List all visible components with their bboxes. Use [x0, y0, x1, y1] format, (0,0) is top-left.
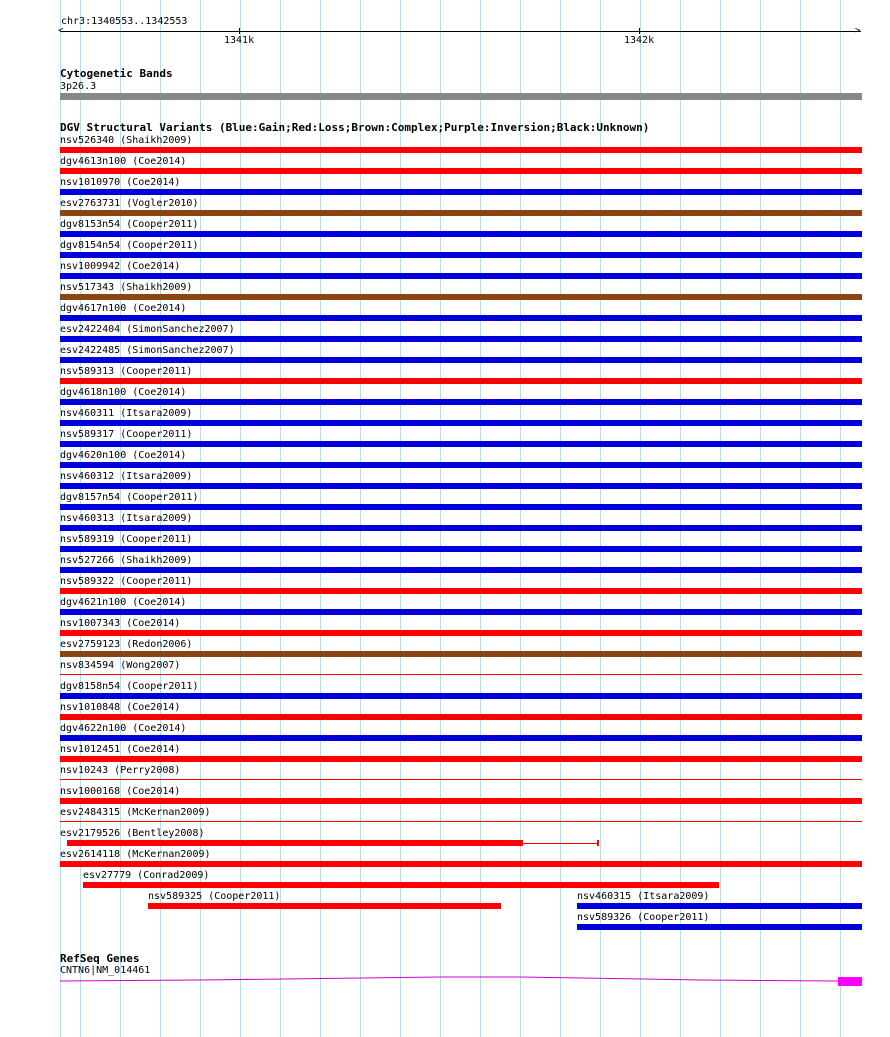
sv-gain-bar[interactable] [60, 231, 862, 237]
sv-label: nsv460311 (Itsara2009) [60, 408, 193, 419]
sv-gain-bar[interactable] [60, 399, 862, 405]
sv-label: nsv460313 (Itsara2009) [60, 513, 193, 524]
sv-label: dgv4621n100 (Coe2014) [60, 597, 187, 608]
sv-loss-bar[interactable] [83, 882, 719, 888]
sv-connector-line [523, 843, 598, 844]
sv-gain-bar[interactable] [60, 504, 862, 510]
sv-loss-bar[interactable] [60, 588, 862, 594]
ruler-axis [60, 31, 861, 32]
grid-line [840, 0, 841, 1037]
sv-label: dgv4617n100 (Coe2014) [60, 303, 187, 314]
ruler-right-arrow-icon: > [855, 26, 861, 36]
sv-loss-bar[interactable] [60, 756, 862, 762]
sv-gain-bar[interactable] [60, 273, 862, 279]
sv-label: nsv10243 (Perry2008) [60, 765, 181, 776]
sv-loss-bar[interactable] [597, 840, 599, 846]
sv-gain-bar[interactable] [60, 735, 862, 741]
sv-gain-bar[interactable] [577, 903, 862, 909]
sv-gain-bar[interactable] [60, 315, 862, 321]
sv-loss-bar[interactable] [148, 903, 501, 909]
sv-gain-bar[interactable] [60, 441, 862, 447]
sv-label: esv2422485 (SimonSanchez2007) [60, 345, 235, 356]
sv-label: nsv517343 (Shaikh2009) [60, 282, 193, 293]
sv-gain-bar[interactable] [60, 609, 862, 615]
sv-loss-bar[interactable] [60, 861, 862, 867]
sv-label: esv2484315 (McKernan2009) [60, 807, 211, 818]
sv-label: nsv1009942 (Coe2014) [60, 261, 181, 272]
sv-complex-bar[interactable] [60, 294, 862, 300]
sv-gain-bar[interactable] [60, 567, 862, 573]
sv-label: nsv460315 (Itsara2009) [577, 891, 710, 902]
sv-gain-bar[interactable] [60, 252, 862, 258]
sv-label: nsv1012451 (Coe2014) [60, 744, 181, 755]
cytoband-track-title[interactable]: Cytogenetic Bands [60, 67, 173, 80]
gene-model[interactable] [0, 970, 890, 990]
sv-label: dgv8153n54 (Cooper2011) [60, 219, 199, 230]
sv-label: dgv4613n100 (Coe2014) [60, 156, 187, 167]
grid-line [720, 0, 721, 1037]
gene-intron-line [60, 977, 838, 981]
sv-loss-bar[interactable] [60, 378, 862, 384]
sv-label: nsv1000168 (Coe2014) [60, 786, 181, 797]
sv-label: esv2763731 (Vogler2010) [60, 198, 199, 209]
sv-label: esv2422404 (SimonSanchez2007) [60, 324, 235, 335]
grid-line [800, 0, 801, 1037]
sv-label: dgv8157n54 (Cooper2011) [60, 492, 199, 503]
grid-line [760, 0, 761, 1037]
sv-gain-bar[interactable] [60, 483, 862, 489]
gene-exon [838, 977, 862, 986]
ruler-tick-label-1342k: 1342k [624, 35, 655, 46]
sv-label: esv2179526 (Bentley2008) [60, 828, 205, 839]
sv-label: nsv589326 (Cooper2011) [577, 912, 710, 923]
sv-loss-bar[interactable] [60, 147, 862, 153]
sv-gain-bar[interactable] [60, 525, 862, 531]
cytoband-label: 3p26.3 [60, 81, 97, 92]
sv-label: dgv8154n54 (Cooper2011) [60, 240, 199, 251]
dgv-track-title[interactable]: DGV Structural Variants (Blue:Gain;Red:Loss;Brown:Complex;Purple:Inversion;Black:Unknown) [60, 121, 650, 134]
sv-loss-bar[interactable] [60, 630, 862, 636]
sv-label: nsv460312 (Itsara2009) [60, 471, 193, 482]
sv-gain-bar[interactable] [60, 336, 862, 342]
sv-loss-bar[interactable] [60, 714, 862, 720]
sv-loss-bar[interactable] [60, 674, 862, 675]
sv-complex-bar[interactable] [60, 210, 862, 216]
sv-gain-bar[interactable] [577, 924, 862, 930]
sv-label: dgv4618n100 (Coe2014) [60, 387, 187, 398]
ruler-tick [639, 28, 640, 34]
sv-label: nsv589319 (Cooper2011) [60, 534, 193, 545]
sv-label: nsv526340 (Shaikh2009) [60, 135, 193, 146]
refseq-track-title[interactable]: RefSeq Genes [60, 952, 140, 965]
sv-gain-bar[interactable] [60, 420, 862, 426]
sv-label: dgv4622n100 (Coe2014) [60, 723, 187, 734]
sv-label: esv2759123 (Redon2006) [60, 639, 193, 650]
sv-loss-bar[interactable] [60, 798, 862, 804]
ruler-left-arrow-icon: < [58, 26, 64, 36]
sv-gain-bar[interactable] [60, 189, 862, 195]
position-label: chr3:1340553..1342553 [61, 16, 188, 27]
ruler-tick [239, 28, 240, 34]
sv-gain-bar[interactable] [60, 357, 862, 363]
sv-label: nsv1010970 (Coe2014) [60, 177, 181, 188]
sv-gain-bar[interactable] [60, 693, 862, 699]
sv-loss-bar[interactable] [67, 840, 523, 846]
sv-label: esv2614118 (McKernan2009) [60, 849, 211, 860]
sv-label: nsv589322 (Cooper2011) [60, 576, 193, 587]
sv-label: nsv589325 (Cooper2011) [148, 891, 281, 902]
sv-label: dgv8158n54 (Cooper2011) [60, 681, 199, 692]
sv-gain-bar[interactable] [60, 546, 862, 552]
sv-loss-bar[interactable] [60, 168, 862, 174]
sv-label: nsv589317 (Cooper2011) [60, 429, 193, 440]
sv-gain-bar[interactable] [60, 462, 862, 468]
ruler-tick-label-1341k: 1341k [224, 35, 255, 46]
sv-label: nsv589313 (Cooper2011) [60, 366, 193, 377]
cytoband-bar[interactable] [60, 93, 862, 100]
sv-label: nsv1010848 (Coe2014) [60, 702, 181, 713]
sv-label: esv27779 (Conrad2009) [83, 870, 210, 881]
sv-label: nsv834594 (Wong2007) [60, 660, 181, 671]
sv-label: dgv4620n100 (Coe2014) [60, 450, 187, 461]
sv-loss-bar[interactable] [60, 821, 862, 822]
sv-label: nsv527266 (Shaikh2009) [60, 555, 193, 566]
gene-label: CNTN6|NM_014461 [60, 965, 151, 976]
sv-loss-bar[interactable] [60, 779, 862, 780]
sv-label: nsv1007343 (Coe2014) [60, 618, 181, 629]
sv-complex-bar[interactable] [60, 651, 862, 657]
